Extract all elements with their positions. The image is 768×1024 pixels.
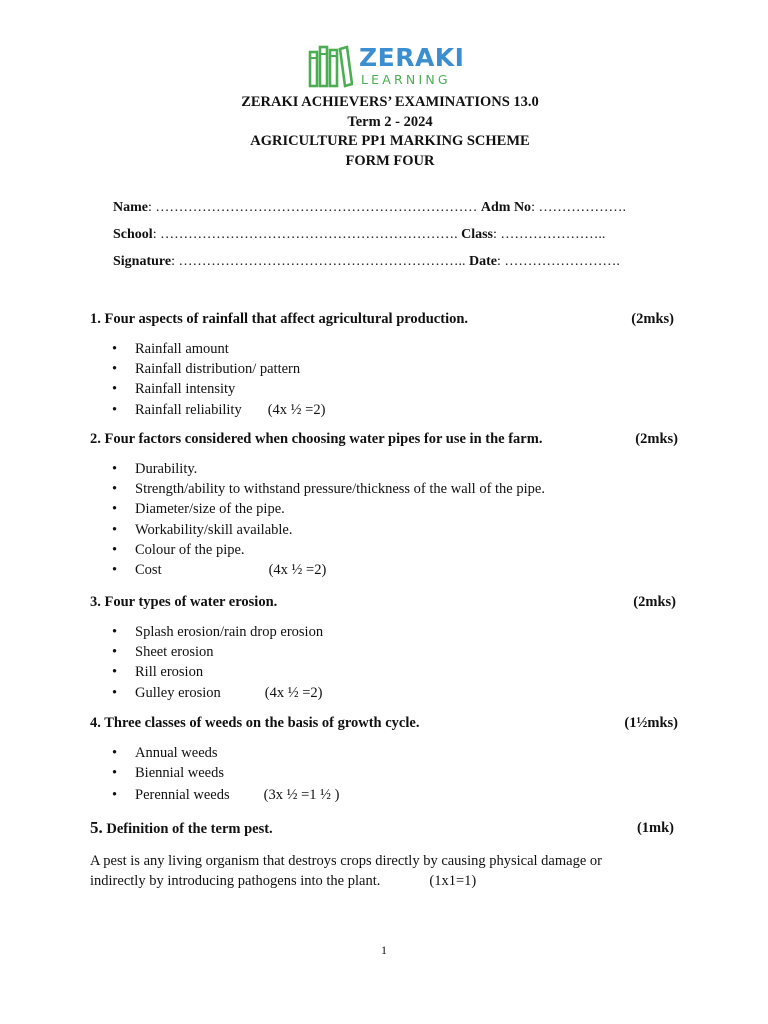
list-item: • Rainfall reliability (4x ½ =2) bbox=[112, 400, 325, 420]
question-marks: (1mk) bbox=[636, 820, 674, 836]
answer-list-2 bbox=[112, 459, 545, 580]
question-marks: (1½mks) bbox=[624, 715, 678, 731]
school-row bbox=[113, 227, 693, 243]
list-item: • Annual weeds bbox=[112, 743, 339, 763]
signature-field[interactable]: : …………………………………………………….. bbox=[171, 254, 466, 269]
class-field[interactable]: : ………………….. bbox=[492, 227, 606, 242]
books-logo-icon bbox=[307, 44, 353, 88]
list-item: • Durability. bbox=[112, 459, 545, 479]
answer-line: A pest is any living organism that destroys crops directly by causing physical damage or bbox=[90, 853, 602, 869]
answer-list-1 bbox=[112, 339, 325, 420]
list-item: • Biennial weeds bbox=[112, 763, 339, 783]
name-label: Name bbox=[113, 200, 148, 215]
question-title: Definition of the term pest. bbox=[106, 821, 273, 837]
question-title: 4. Three classes of weeds on the basis of growth cycle. bbox=[90, 715, 420, 731]
mark-allocation: (4x ½ =2) bbox=[268, 561, 327, 578]
document-header bbox=[0, 93, 768, 171]
list-item: • Rill erosion bbox=[112, 662, 323, 682]
page-number: 1 bbox=[381, 943, 387, 957]
list-item: • Strength/ability to withstand pressure/thickness of the wall of the pipe. bbox=[112, 479, 545, 499]
school-field[interactable]: : ………………………………………………………. bbox=[152, 227, 458, 242]
mark-allocation: (4x ½ =2) bbox=[264, 684, 323, 701]
question-marks: (2mks) bbox=[631, 311, 674, 327]
question-marks: (2mks) bbox=[633, 594, 676, 610]
mark-allocation: (1x1=1) bbox=[429, 873, 477, 889]
name-field[interactable]: : …………………………………………………………… bbox=[148, 200, 478, 215]
mark-allocation: (3x ½ =1 ½ ) bbox=[263, 787, 340, 804]
date-field[interactable]: : ……………………. bbox=[496, 254, 620, 269]
paper-title: AGRICULTURE PP1 MARKING SCHEME bbox=[250, 133, 530, 149]
adm-field[interactable]: : ………………. bbox=[531, 200, 626, 215]
list-item: • Gulley erosion (4x ½ =2) bbox=[112, 683, 323, 703]
list-item: • Colour of the pipe. bbox=[112, 540, 545, 560]
list-item: • Splash erosion/rain drop erosion bbox=[112, 622, 323, 642]
logo-subtitle: LEARNING bbox=[361, 72, 451, 87]
question-title: 1. Four aspects of rainfall that affect agricultural production. bbox=[90, 311, 469, 327]
exam-title: ZERAKI ACHIEVERS’ EXAMINATIONS 13.0 bbox=[241, 94, 539, 110]
adm-label: Adm No bbox=[480, 200, 532, 215]
form-line: FORM FOUR bbox=[345, 152, 435, 169]
question-3 bbox=[90, 594, 680, 611]
list-item: • Perennial weeds (3x ½ =1 ½ ) bbox=[112, 785, 339, 805]
list-item: • Rainfall distribution/ pattern bbox=[112, 359, 325, 379]
list-item: • Workability/skill available. bbox=[112, 520, 545, 540]
list-item: • Cost (4x ½ =2) bbox=[112, 560, 545, 580]
question-number: 5. bbox=[90, 818, 103, 837]
signature-label: Signature bbox=[113, 254, 172, 269]
question-2 bbox=[90, 431, 680, 448]
list-item: • Sheet erosion bbox=[112, 642, 323, 662]
question-5 bbox=[90, 818, 680, 838]
question-4 bbox=[90, 715, 680, 732]
class-label: Class bbox=[461, 227, 493, 242]
question-1 bbox=[90, 311, 680, 328]
logo-wordmark: ZERAKI bbox=[359, 43, 465, 72]
list-item: • Rainfall intensity bbox=[112, 379, 325, 399]
zeraki-logo bbox=[307, 44, 464, 90]
list-item: • Diameter/size of the pipe. bbox=[112, 499, 545, 519]
date-label: Date bbox=[468, 254, 497, 269]
name-row bbox=[113, 200, 693, 216]
school-label: School bbox=[113, 227, 153, 242]
list-item: • Rainfall amount bbox=[112, 339, 325, 359]
question-title: 3. Four types of water erosion. bbox=[90, 594, 278, 610]
answer-list-3 bbox=[112, 622, 323, 703]
signature-row bbox=[113, 254, 693, 270]
question-marks: (2mks) bbox=[635, 431, 678, 447]
mark-allocation: (4x ½ =2) bbox=[267, 401, 326, 418]
term-line: Term 2 - 2024 bbox=[347, 113, 433, 130]
answer-list-4 bbox=[112, 743, 339, 806]
answer-paragraph bbox=[90, 851, 650, 891]
question-title: 2. Four factors considered when choosing water pipes for use in the farm. bbox=[90, 431, 543, 447]
answer-line: indirectly by introducing pathogens into the plant. (1x1=1) bbox=[90, 873, 477, 889]
